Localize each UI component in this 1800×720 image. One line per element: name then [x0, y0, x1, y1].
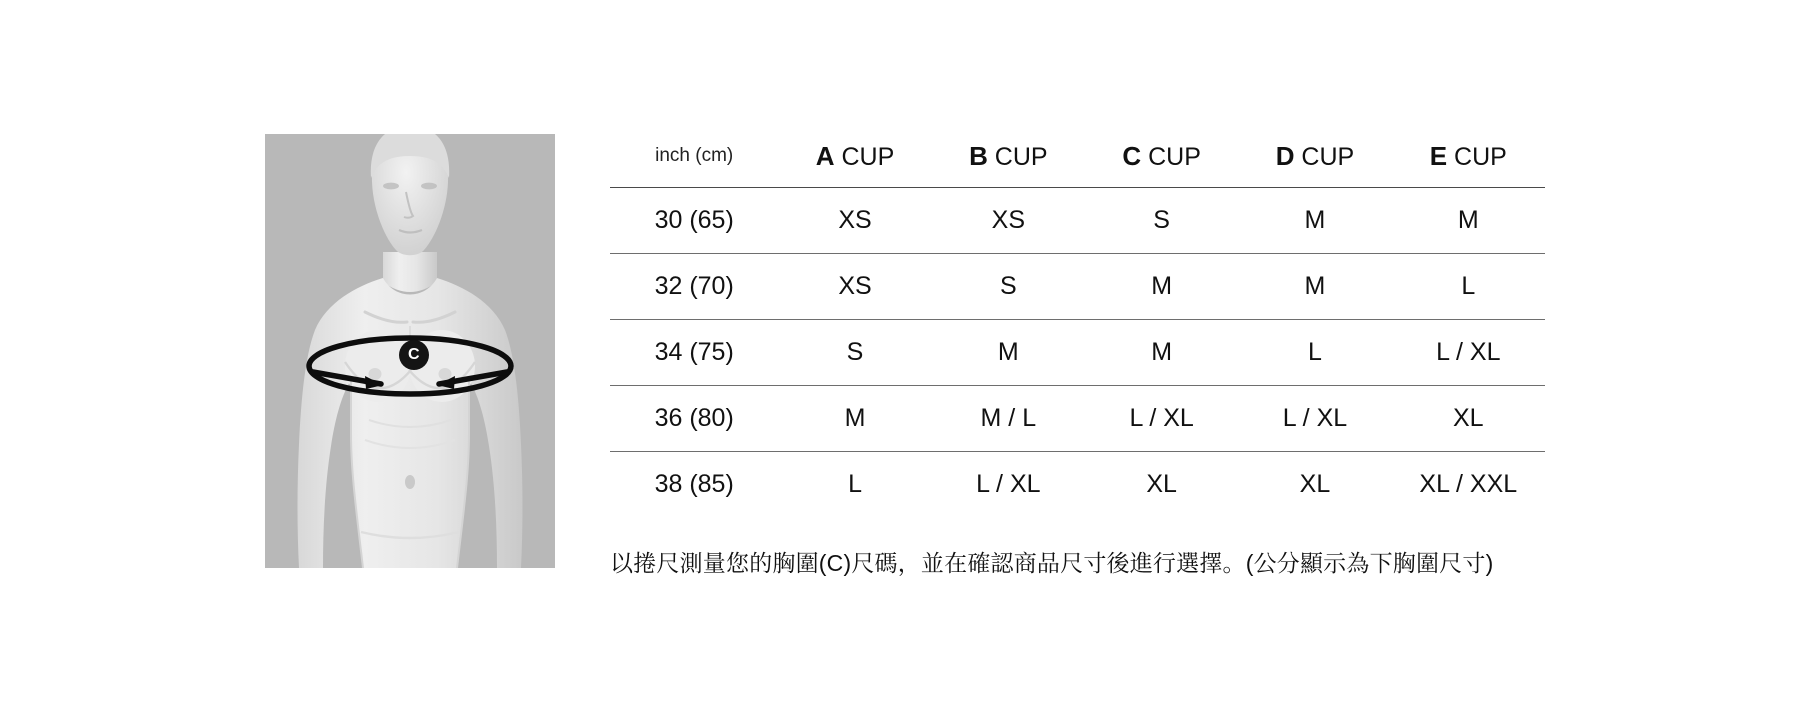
cell-c-cup: XL — [1146, 470, 1177, 498]
cup-suffix-e: CUP — [1447, 142, 1507, 171]
cell-e-cup: L / XL — [1392, 320, 1545, 386]
cell-a-cup: XS — [778, 254, 931, 320]
cup-suffix-b: CUP — [987, 142, 1048, 171]
column-header-measurement: inch (cm) — [610, 125, 778, 188]
cell-b-cup: L / XL — [976, 470, 1041, 498]
cell-d-cup: M — [1238, 188, 1391, 254]
column-header-c-cup — [1085, 125, 1238, 188]
column-header-b-cup — [932, 125, 1085, 188]
cup-suffix-d: CUP — [1294, 142, 1355, 171]
row-size-label: 34 (75) — [610, 320, 778, 386]
table-row — [610, 320, 1545, 386]
cup-suffix-a: CUP — [834, 142, 895, 171]
cell-d-cup: XL — [1299, 470, 1331, 498]
cell-a-cup: M — [778, 386, 931, 452]
cup-letter-e: E — [1429, 140, 1448, 171]
measurement-note: 以捲尺測量您的胸圍(C)尺碼，並在確認商品尺寸後進行選擇。(公分顯示為下胸圍尺寸) — [610, 550, 1494, 576]
cell-b-cup: M — [932, 320, 1085, 386]
cell-e-cup: M — [1392, 188, 1545, 254]
cell-c-cup: M — [1085, 320, 1238, 386]
column-header-a-cup — [778, 125, 931, 188]
size-chart-container — [610, 125, 1545, 517]
cell-a-cup: XS — [778, 188, 931, 254]
bust-point-marker: C — [399, 340, 429, 370]
cell-d-cup: L / XL — [1238, 386, 1391, 452]
bust-measurement-illustration — [265, 134, 555, 568]
cell-c-cup: L / XL — [1085, 386, 1238, 452]
cell-b-cup: M / L — [932, 386, 1085, 452]
row-size-label: 38 (85) — [654, 470, 734, 498]
table-header — [610, 125, 1545, 188]
cell-e-cup: L — [1392, 254, 1545, 320]
table-body — [610, 188, 1545, 518]
table-row — [610, 254, 1545, 320]
table-row — [610, 188, 1545, 254]
row-size-label: 30 (65) — [610, 188, 778, 254]
cell-d-cup: M — [1238, 254, 1391, 320]
cup-letter-d: D — [1275, 140, 1295, 171]
cell-e-cup: XL — [1392, 386, 1545, 452]
cell-e-cup: XL / XXL — [1419, 470, 1518, 498]
table-row — [610, 386, 1545, 452]
cell-b-cup: S — [932, 254, 1085, 320]
column-header-d-cup — [1238, 125, 1391, 188]
column-header-e-cup — [1392, 125, 1545, 188]
row-size-label: 32 (70) — [610, 254, 778, 320]
cell-d-cup: L — [1238, 320, 1391, 386]
cell-a-cup: S — [778, 320, 931, 386]
table-header-row — [610, 125, 1545, 188]
size-chart-table — [610, 125, 1545, 517]
cell-c-cup: S — [1085, 188, 1238, 254]
cup-letter-c: C — [1122, 140, 1142, 171]
cell-c-cup: M — [1085, 254, 1238, 320]
cup-suffix-c: CUP — [1141, 142, 1201, 171]
figure-wrapper — [265, 134, 555, 568]
cup-letter-a: A — [815, 140, 835, 171]
table-row — [610, 452, 1545, 518]
cup-letter-b: B — [969, 140, 988, 171]
cell-b-cup: XS — [932, 188, 1085, 254]
cell-a-cup: L — [848, 470, 862, 498]
row-size-label: 36 (80) — [610, 386, 778, 452]
